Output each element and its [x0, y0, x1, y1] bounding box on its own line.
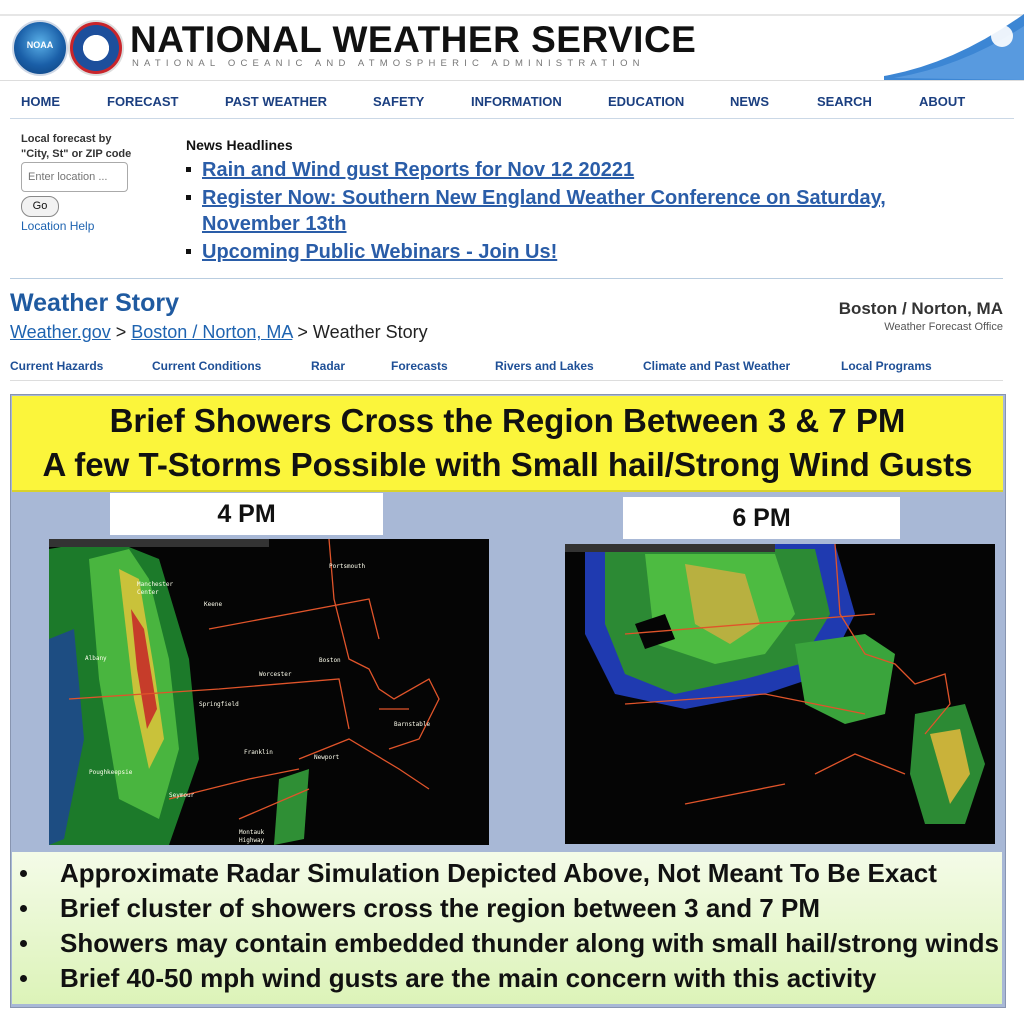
office-name: Boston / Norton, MA	[838, 299, 1003, 318]
radar-map-6pm	[565, 544, 995, 844]
noaa-logo[interactable]	[12, 20, 68, 76]
bullet-icon	[186, 167, 191, 172]
bullet-text: Brief cluster of showers cross the region between 3 and 7 PM	[60, 893, 820, 923]
nws-logo[interactable]	[68, 20, 124, 76]
map-label: Portsmouth	[329, 563, 366, 570]
page-title: Weather Story	[10, 289, 180, 317]
nav-search[interactable]: SEARCH	[817, 94, 872, 109]
headline-banner	[12, 396, 1003, 492]
bullet-icon	[20, 905, 27, 912]
location-help-link[interactable]: Location Help	[21, 219, 95, 233]
subnav-climate[interactable]: Climate and Past Weather	[643, 359, 791, 373]
subnav-local-programs[interactable]: Local Programs	[841, 359, 932, 373]
time-label-4pm: 4 PM	[110, 493, 383, 535]
radar-map-4pm	[49, 539, 489, 845]
local-forecast-label-1: Local forecast by	[21, 133, 112, 145]
news-link-continued[interactable]: November 13th	[202, 213, 347, 235]
bullet-icon	[20, 975, 27, 982]
map-label: Newport	[314, 754, 340, 761]
map-label: Montauk	[239, 829, 265, 836]
local-forecast-label-2: "City, St" or ZIP code	[21, 148, 132, 160]
subnav-radar[interactable]: Radar	[311, 359, 346, 373]
map-label: Poughkeepsie	[89, 769, 133, 776]
nav-news[interactable]: NEWS	[730, 94, 769, 109]
noaa-logo-text: NOAA	[26, 40, 54, 50]
breadcrumb-office-link[interactable]: Boston / Norton, MA	[131, 322, 293, 342]
subnav-current-hazards[interactable]: Current Hazards	[10, 359, 104, 373]
breadcrumb	[10, 322, 428, 343]
news-headlines-heading: News Headlines	[186, 137, 293, 153]
nav-information[interactable]: INFORMATION	[471, 94, 562, 109]
breadcrumb-separator: >	[297, 322, 308, 342]
news-link[interactable]: Register Now: Southern New England Weather Conference on Saturday,	[202, 187, 886, 209]
map-label: Keene	[204, 601, 223, 608]
header-top-line	[0, 14, 1024, 16]
news-link[interactable]: Rain and Wind gust Reports for Nov 12 20221	[202, 159, 635, 181]
location-input[interactable]	[21, 162, 128, 192]
map-label: Worcester	[259, 671, 292, 678]
nav-about[interactable]: ABOUT	[919, 94, 966, 109]
subnav-current-conditions[interactable]: Current Conditions	[152, 359, 262, 373]
breadcrumb-home-link[interactable]: Weather.gov	[10, 322, 111, 342]
divider	[10, 278, 1003, 279]
headline-line-1: Brief Showers Cross the Region Between 3 & 7 PM	[109, 402, 906, 439]
bullet-icon	[186, 249, 191, 254]
nav-home[interactable]: HOME	[21, 94, 60, 109]
main-nav	[10, 86, 1014, 119]
bullet-text: Brief 40-50 mph wind gusts are the main concern with this activity	[60, 963, 877, 993]
map-label: Franklin	[244, 749, 273, 756]
map-label: Barnstable	[394, 721, 431, 728]
bullet-icon	[186, 195, 191, 200]
nav-safety[interactable]: SAFETY	[373, 94, 425, 109]
bullet-text: Approximate Radar Simulation Depicted Above, Not Meant To Be Exact	[60, 858, 937, 888]
bullet-text: Showers may contain embedded thunder along with small hail/strong winds	[60, 928, 1000, 958]
breadcrumb-separator: >	[115, 322, 127, 342]
header-wave-graphic	[884, 14, 1024, 80]
headline-line-2: A few T-Storms Possible with Small hail/Strong Wind Gusts	[42, 446, 973, 483]
nav-forecast[interactable]: FORECAST	[107, 94, 179, 109]
map-label: Center	[137, 589, 159, 596]
map-label: Albany	[85, 655, 107, 662]
site-header	[0, 0, 1024, 81]
bullet-icon	[20, 940, 27, 947]
divider	[10, 380, 1003, 381]
map-label: Boston	[319, 657, 341, 664]
nav-education[interactable]: EDUCATION	[608, 94, 685, 109]
map-label: Manchester	[137, 581, 174, 588]
breadcrumb-current: Weather Story	[312, 322, 428, 342]
site-subtitle: NATIONAL OCEANIC AND ATMOSPHERIC ADMINISTRATION	[132, 58, 645, 69]
bullet-icon	[20, 870, 27, 877]
site-title: NATIONAL WEATHER SERVICE	[130, 19, 697, 60]
subnav-rivers-lakes[interactable]: Rivers and Lakes	[495, 359, 594, 373]
office-subtitle: Weather Forecast Office	[884, 321, 1003, 333]
news-link[interactable]: Upcoming Public Webinars - Join Us!	[202, 241, 558, 263]
go-button[interactable]: Go	[21, 196, 59, 217]
map-label: Seymour	[169, 792, 195, 799]
map-label: Springfield	[199, 701, 239, 708]
summary-bullets	[12, 852, 1002, 1004]
nav-past-weather[interactable]: PAST WEATHER	[225, 94, 328, 109]
time-label-6pm: 6 PM	[623, 497, 900, 539]
subnav-forecasts[interactable]: Forecasts	[391, 359, 448, 373]
map-label: Highway	[239, 837, 265, 844]
